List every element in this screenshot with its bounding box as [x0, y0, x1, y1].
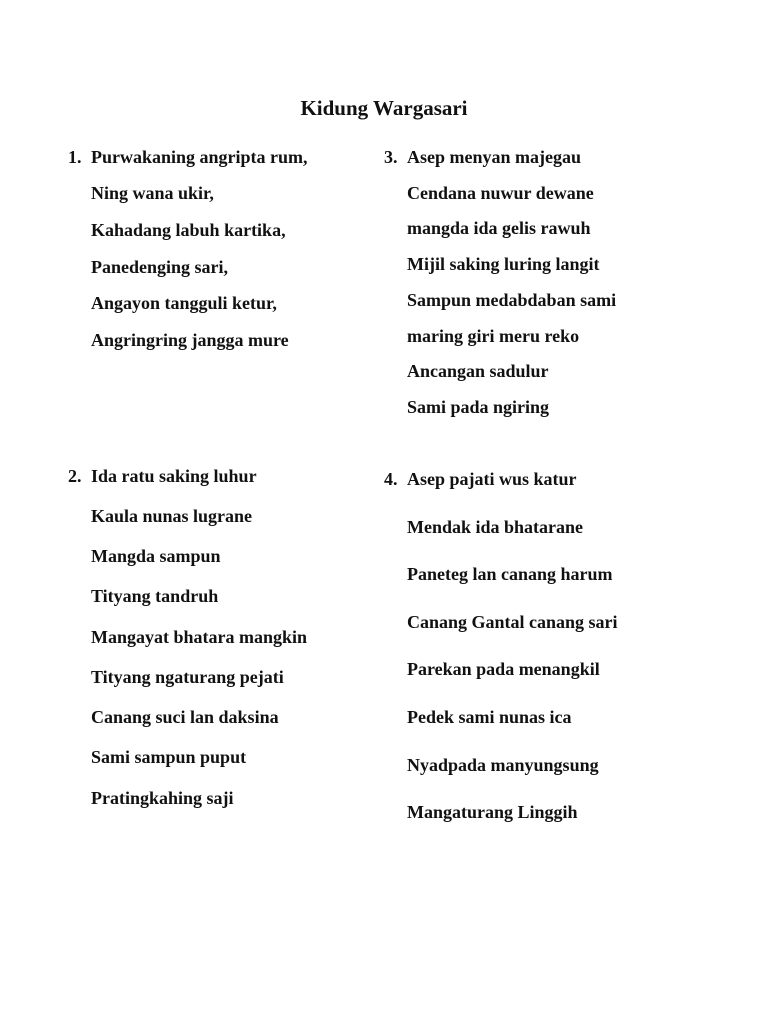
stanza-number: 4. [384, 469, 398, 489]
stanza-2 [68, 465, 368, 825]
stanza-line: Parekan pada menangkil [407, 659, 600, 679]
stanza-number: 3. [384, 147, 398, 167]
stanza-line: Nyadpada manyungsung [407, 755, 599, 775]
stanza-3 [384, 146, 684, 436]
stanza-line: Asep menyan majegau [407, 147, 581, 167]
stanza-number: 1. [68, 147, 82, 167]
stanza-line: Ida ratu saking luhur [91, 466, 257, 486]
stanza-line: Mendak ida bhatarane [407, 517, 584, 537]
stanza-line: Mijil saking luring langit [407, 254, 600, 274]
stanza-line: Mangayat bhatara mangkin [91, 627, 308, 647]
stanza-line: Mangaturang Linggih [407, 802, 578, 822]
stanza-line: maring giri meru reko [407, 326, 580, 346]
stanza-line: Purwakaning angripta rum, [91, 147, 308, 167]
stanza-line: Sami sampun puput [91, 747, 247, 767]
stanza-line: Mangda sampun [91, 546, 221, 566]
stanza-line: mangda ida gelis rawuh [407, 218, 591, 238]
stanza-line: Pratingkahing saji [91, 788, 234, 808]
stanza-line: Pedek sami nunas ica [407, 707, 572, 727]
page-title: Kidung Wargasari [300, 96, 468, 120]
stanza-line: Ancangan sadulur [407, 361, 549, 381]
stanza-line: Canang Gantal canang sari [407, 612, 618, 632]
stanza-line: Sampun medabdaban sami [407, 290, 617, 310]
stanza-line: Tityang tandruh [91, 586, 219, 606]
stanza-line: Tityang ngaturang pejati [91, 667, 284, 687]
stanza-line: Angringring jangga mure [91, 330, 289, 350]
stanza-line: Kahadang labuh kartika, [91, 220, 286, 240]
stanza-line: Asep pajati wus katur [407, 469, 577, 489]
stanza-line: Canang suci lan daksina [91, 707, 279, 727]
stanza-line: Cendana nuwur dewane [407, 183, 594, 203]
stanza-line: Paneteg lan canang harum [407, 564, 613, 584]
stanza-line: Sami pada ngiring [407, 397, 550, 417]
stanza-number: 2. [68, 466, 82, 486]
stanza-1 [68, 146, 368, 366]
stanza-line: Ning wana ukir, [91, 183, 214, 203]
stanza-line: Kaula nunas lugrane [91, 506, 253, 526]
stanza-line: Panedenging sari, [91, 257, 229, 277]
stanza-line: Angayon tangguli ketur, [91, 293, 277, 313]
stanza-4 [384, 468, 684, 838]
